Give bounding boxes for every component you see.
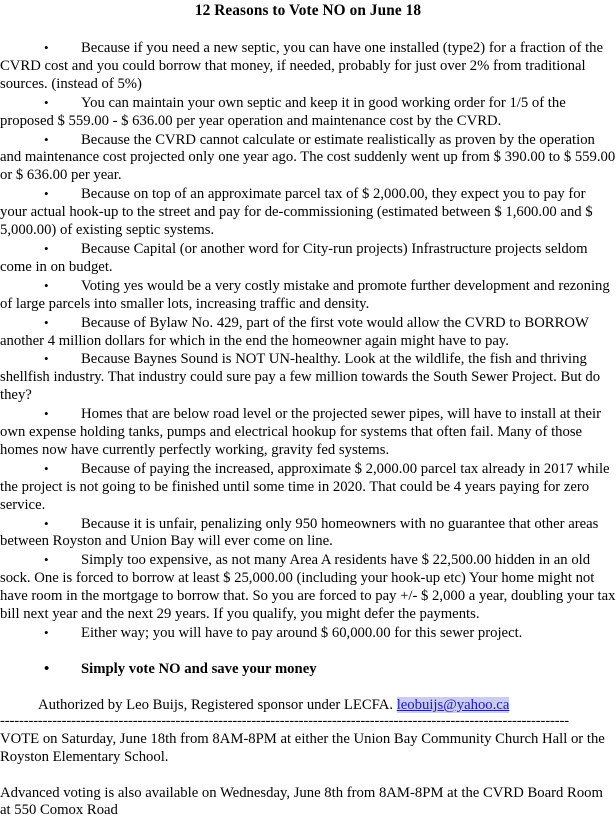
bullet-icon: • [44, 40, 49, 55]
list-item [0, 185, 616, 240]
list-item-text: Either way; you will have to pay around $ 60,000.00 for this sewer project. [81, 625, 523, 641]
authorization-line [0, 697, 616, 715]
list-item [0, 624, 616, 643]
bullet-icon: • [44, 660, 50, 677]
title-spacer [0, 21, 616, 39]
bullet-icon: • [44, 131, 49, 147]
list-item [0, 551, 616, 624]
list-item [0, 460, 616, 515]
list-item-text: Because of paying the increased, approximate $ 2,000.00 parcel tax already in 2017 while the project is not going to be finished until some time in 2020. That could be 4 years paying for zero service. [0, 460, 610, 513]
bullet-icon: • [44, 351, 49, 367]
list-item [0, 314, 616, 351]
list-item-text: Simply too expensive, as not many Area A residents have $ 22,500.00 hidden in an old sock. One is forced to borrow at least $ 25,000.00 (including your hook-up etc) Your home might not have room in the mortgage to borrow that. So you are forced to pay +/- $ 2,000 a year, doubling your tax bill next year and the next 29 years. If you qualify, you might defer the payments. [0, 552, 616, 623]
bullet-icon: • [44, 186, 49, 202]
page-title: 12 Reasons to Vote NO on June 18 [194, 2, 422, 19]
bullet-icon: • [44, 277, 49, 293]
bullet-icon: • [44, 460, 49, 476]
bottom-spacer [0, 767, 616, 785]
list-item-text: Because Baynes Sound is NOT UN-healthy. Look at the wildlife, the fish and thriving shellfish industry. That industry could sure pay a few million towards the South Sewer Project. But do they? [0, 351, 601, 404]
bullet-icon: • [44, 515, 49, 531]
call-to-action-text: Simply vote NO and save your money [81, 660, 317, 677]
bullet-icon: • [44, 552, 49, 568]
list-item [0, 94, 616, 131]
document-page [0, 1, 616, 819]
horizontal-divider: ------------------------------------------------------------------------------------------------------------------------ [0, 714, 569, 729]
list-item [0, 350, 616, 405]
bullet-icon: • [44, 406, 49, 422]
list-item-text: Because Capital (or another word for City-run projects) Infrastructure projects seldom come in on budget. [0, 240, 588, 275]
call-to-action [0, 661, 616, 679]
authorization-text: Authorized by Leo Buijs, Registered sponsor under LECFA. [38, 696, 397, 713]
list-item [0, 240, 616, 277]
authorization-spacer [0, 679, 616, 697]
list-item-text: Because the CVRD cannot calculate or estimate realistically as proven by the operation and maintenance cost projected only one year ago. The cost suddenly went up from $ 390.00 to $ 559.00 or $ 636.00 per year. [0, 131, 616, 184]
bullet-icon: • [44, 314, 49, 330]
list-item-text: Because of Bylaw No. 429, part of the first vote would allow the CVRD to BORROW another 4 million dollars for which in the end the homeowner again might have to pay. [0, 314, 589, 349]
reasons-list [0, 39, 616, 643]
cta-spacer [0, 643, 616, 661]
list-item [0, 277, 616, 314]
advance-voting-information: Advanced voting is also available on Wednesday, June 8th from 8AM-8PM at the CVRD Board Room at 550 Comox Road [0, 784, 603, 819]
list-item-text: Because if you need a new septic, you can have one installed (type2) for a fraction of the CVRD cost and you could borrow that money, if needed, probably for just over 2% from traditional sources. (instead of 5%) [0, 40, 604, 92]
vote-information: VOTE on Saturday, June 18th from 8AM-8PM at either the Union Bay Community Church Hall or the Royston Elementary School. [0, 730, 605, 765]
list-item [0, 405, 616, 460]
list-item [0, 515, 616, 552]
bullet-icon: • [44, 625, 49, 640]
bullet-icon: • [44, 240, 49, 256]
list-item [0, 131, 616, 186]
list-item-text: Because it is unfair, penalizing only 950 homeowners with no guarantee that other areas between Royston and Union Bay will ever come on line. [0, 515, 599, 550]
list-item-text: You can maintain your own septic and keep it in good working order for 1/5 of the proposed $ 559.00 - $ 636.00 per year operation and maintenance cost by the CVRD. [0, 94, 566, 129]
list-item [0, 39, 616, 94]
bullet-icon: • [44, 94, 49, 110]
sponsor-email-link[interactable]: leobuijs@yahoo.ca [396, 696, 510, 713]
list-item-text: Voting yes would be a very costly mistake and promote further development and rezoning of large parcels into smaller lots, increasing traffic and density. [0, 277, 610, 312]
list-item-text: Because on top of an approximate parcel tax of $ 2,000.00, they expect you to pay for your actual hook-up to the street and pay for de-commissioning (estimated between $ 1,600.00 and $ 5,000.00) of existing septic systems. [0, 186, 593, 239]
list-item-text: Homes that are below road level or the projected sewer pipes, will have to install at their own expense holding tanks, pumps and electrical hookup for systems that often fail. Many of those homes now have currently perfectly working, gravity fed systems. [0, 406, 602, 458]
